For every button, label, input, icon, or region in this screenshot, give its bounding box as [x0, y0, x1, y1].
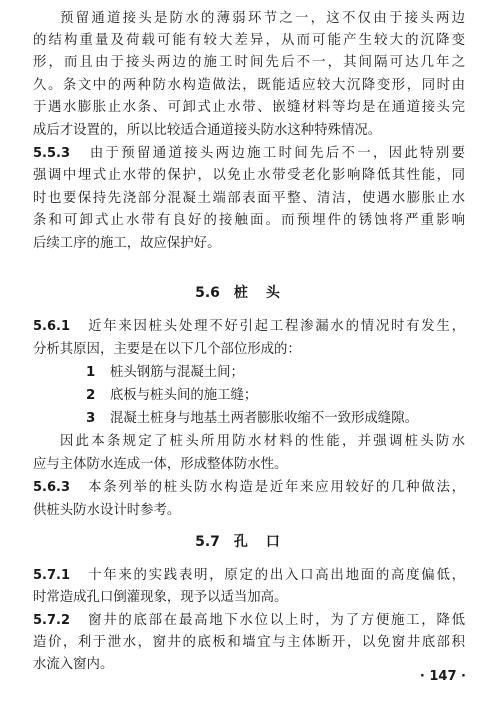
section-number: 5.6: [195, 285, 220, 301]
page-number: · 147 ·: [419, 669, 466, 684]
clause-number: 5.7.1: [33, 568, 71, 583]
body-line: 分析其原因，主要是在以下几个部位形成的：: [33, 342, 301, 357]
list-item-text: 桩头钢筋与混凝土间；: [110, 365, 244, 380]
section-number: 5.7: [195, 534, 220, 550]
clause-number: 5.5.3: [33, 146, 71, 161]
body-line: 成后才设置的，所以比较适合通道接头防水这种特殊情况。: [33, 123, 382, 138]
list-item-number: 2: [86, 388, 96, 403]
section-title: 孔口: [233, 534, 298, 550]
clause-text: 近年来因桩头处理不好引起工程渗漏水的情况时有发生，: [88, 319, 465, 334]
clause-5-7-2-line: [33, 611, 465, 631]
list-item-text: 底板与桩头间的施工缝；: [110, 388, 258, 403]
list-item-number: 1: [86, 365, 96, 380]
body-line: 预留通道接头是防水的薄弱环节之一，这不仅由于接头两边: [60, 11, 465, 26]
list-item: [86, 386, 466, 406]
clause-text: 本条列举的桩头防水构造是近年来应用较好的几种做法，: [88, 480, 465, 495]
body-line: 水流入窗内。: [33, 657, 114, 672]
body-line: 久。条文中的两种防水构造做法，既能适应较大沉降变形，同时由: [33, 78, 465, 93]
clause-5-5-3-line: [33, 144, 465, 164]
section-title: 桩头: [233, 285, 298, 301]
body-line: 时也要保持先浇部分混凝土端部表面平整、清洁，使遇水膨胀止水: [33, 191, 465, 206]
clause-text: 十年来的实践表明，原定的出入口高出地面的高度偏低，: [88, 568, 465, 583]
body-line: 强调中埋式止水带的保护，以免止水带受老化影响降低其性能，同: [33, 168, 465, 183]
body-line: 应与主体防水连成一体，形成整体防水性。: [33, 457, 288, 472]
clause-number: 5.6.1: [33, 319, 71, 334]
list-item: [86, 409, 466, 429]
body-line: 供桩头防水设计时参考。: [33, 503, 181, 518]
body-line: 时常造成孔口倒灌现象，现予以适当加高。: [33, 590, 288, 605]
body-line: 形，而且由于接头两边的施工时间先后不一，其间隔可达几年之: [33, 55, 465, 70]
list-item-text: 混凝土桩身与地基土两者膨胀收缩不一致形成缝隙。: [110, 411, 418, 426]
clause-text: 由于预留通道接头两边施工时间先后不一，因此特别要: [89, 146, 465, 161]
clause-text: 窗井的底部在最高地下水位以上时，为了方便施工，降低: [88, 613, 465, 628]
list-item: [86, 363, 466, 383]
section-heading-5-6: [0, 283, 493, 303]
body-line: 于遇水膨胀止水条、可卸式止水带、嵌缝材料等均是在通道接头完: [33, 100, 465, 115]
clause-5-7-1-line: [33, 566, 465, 586]
body-line: 条和可卸式止水带有良好的接触面。而预埋件的锈蚀将严重影响: [33, 213, 465, 228]
clause-5-6-3-line: [33, 478, 465, 498]
body-line: 造价，利于泄水，窗井的底板和墙宜与主体断开，以免窗井底部积: [33, 635, 465, 650]
body-line: 的结构重量及荷载可能有较大差异，从而可能产生较大的沉降变: [33, 33, 465, 48]
section-heading-5-7: [0, 532, 493, 552]
body-line: 因此本条规定了桩头所用防水材料的性能，并强调桩头防水: [60, 434, 465, 449]
clause-5-6-1-line: [33, 317, 465, 337]
body-line: 后续工序的施工，故应保护好。: [33, 236, 221, 251]
clause-number: 5.7.2: [33, 613, 71, 628]
list-item-number: 3: [86, 411, 96, 426]
clause-number: 5.6.3: [33, 480, 71, 495]
